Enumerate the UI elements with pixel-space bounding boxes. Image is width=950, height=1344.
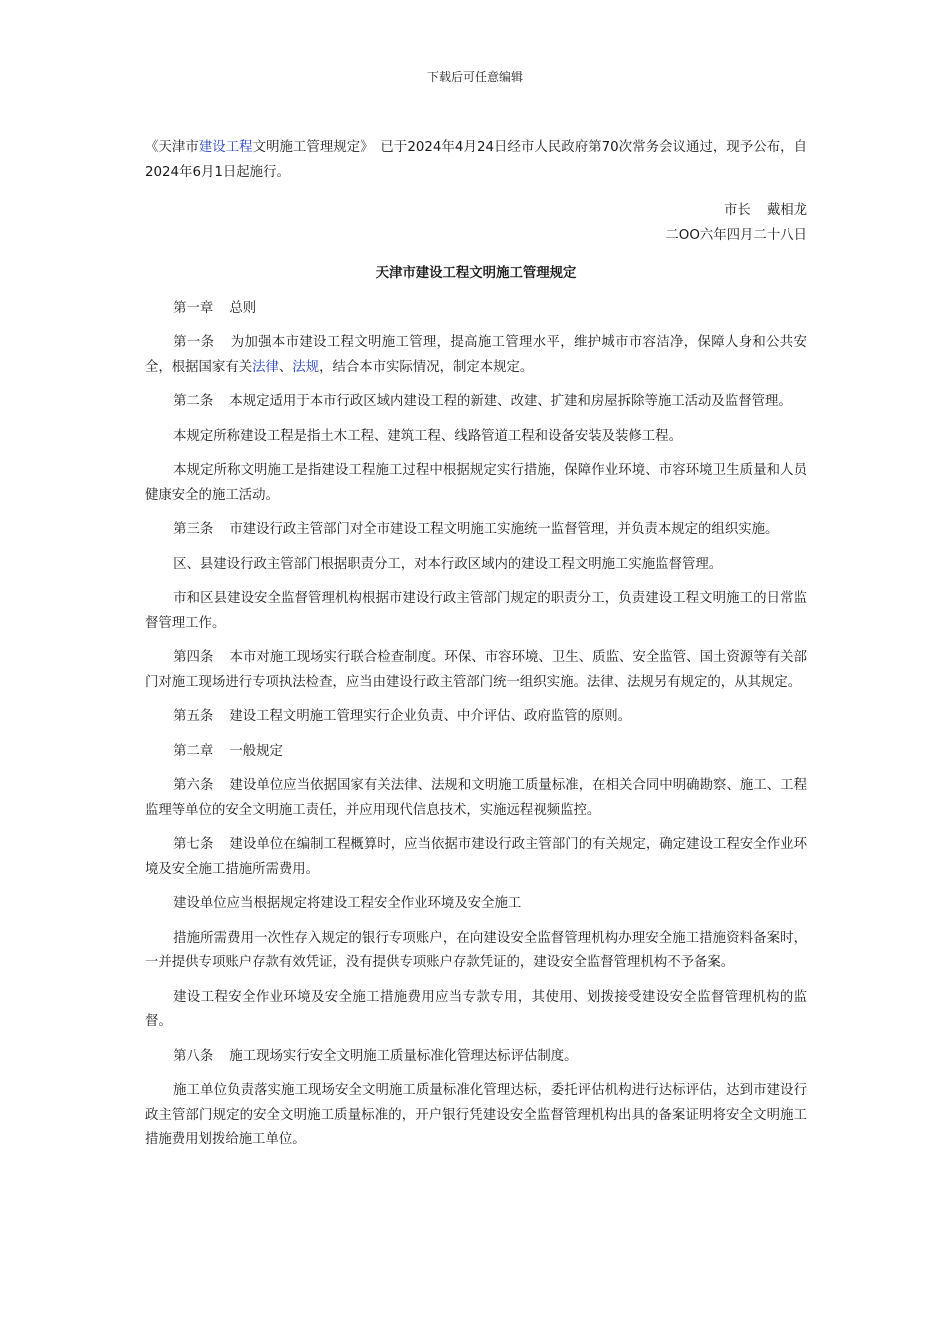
article-4-number: 第四条 [173,650,214,665]
article-2-number: 第二条 [173,394,214,409]
chapter-2-number: 第二章 [173,743,214,759]
signature-line [145,199,807,224]
fee-paragraph-1: 建设单位应当根据规定将建设工程安全作业环境及安全施工 [173,896,522,911]
preamble-text-end: 文明施工管理规定》 已于2024年4月24日经市人民政府第70次常务会议通过，现予公布，自2024年6月1日起施行。 [145,140,808,180]
signature-name: 戴相龙 [766,203,807,218]
article-4 [145,646,807,695]
construction-project-link[interactable]: 建设工程 [198,140,253,155]
document-body [145,136,807,1163]
fee-paragraph-2: 措施所需费用一次性存入规定的银行专项账户，在向建设安全监督管理机构办理安全施工措施资料备案时，一并提供专项账户存款有效凭证，没有提供专项账户存款凭证的，建设安全监督管理机构不予备案。 [145,930,807,970]
chapter-1-title: 总则 [229,300,257,316]
article-8-number: 第八条 [173,1048,214,1064]
district-paragraph: 区、县建设行政主管部门根据职责分工，对本行政区域内的建设工程文明施工实施监督管理。 [173,556,723,572]
article-1-separator: 、 [278,359,293,375]
header-note: 下载后可任意编辑 [426,70,523,84]
article-8-text: 施工现场实行安全文明施工质量标准化管理达标评估制度。 [229,1048,578,1064]
article-5-number: 第五条 [173,709,214,724]
evaluation-paragraph: 施工单位负责落实施工现场安全文明施工质量标准化管理达标，委托评估机构进行达标评估，达到市建设行政主管部门规定的安全文明施工质量标准的，开户银行凭建设安全监督管理机构出具的备案证明将安全文明施工措施费用划拨给施工单位。 [145,1083,807,1147]
agency-paragraph: 市和区县建设安全监督管理机构根据市建设行政主管部门规定的职责分工，负责建设工程文明施工的日常监督管理工作。 [145,591,807,631]
chapter-2-heading [145,740,807,765]
law-link[interactable]: 法律 [252,359,279,375]
article-1-text-start: 为加强本市建设工程文明施工管理，提高施工管理水平，维护城市市容洁净，保障人身和公共安全，根据国家有关 [145,335,807,375]
article-5 [145,705,807,730]
article-8 [145,1045,807,1070]
signature-date: 二OO六年四月二十八日 [665,227,807,243]
document-title: 天津市建设工程文明施工管理规定 [375,266,577,281]
regulation-link[interactable]: 法规 [292,359,320,375]
article-3-text: 市建设行政主管部门对全市建设工程文明施工实施统一监督管理，并负责本规定的组织实施。 [229,522,779,537]
article-1-text-end: ，结合本市实际情况，制定本规定。 [319,359,534,375]
article-2 [145,390,807,415]
chapter-2-title: 一般规定 [229,743,283,759]
civil-construction-paragraph: 本规定所称文明施工是指建设工程施工过程中根据规定实行措施，保障作业环境、市容环境卫生质量和人员健康安全的施工活动。 [145,463,807,503]
preamble-paragraph [145,136,807,185]
article-7-number: 第七条 [173,837,214,852]
article-3 [145,518,807,543]
preamble-text-start: 《天津市 [145,140,199,155]
article-2-text: 本规定适用于本市行政区域内建设工程的新建、改建、扩建和房屋拆除等施工活动及监督管理。 [229,394,792,409]
article-1-number: 第一条 [173,335,215,350]
article-6-text: 建设单位应当依据国家有关法律、法规和文明施工质量标准，在相关合同中明确勘察、施工、工程监理等单位的安全文明施工责任，并应用现代信息技术，实施远程视频监控。 [145,778,808,818]
article-4-text: 本市对施工现场实行联合检查制度。环保、市容环境、卫生、质监、安全监管、国土资源等有关部门对施工现场进行专项执法检查，应当由建设行政主管部门统一组织实施。法律、法规另有规定的，从其规定。 [145,650,808,690]
article-6 [145,774,807,823]
article-5-text: 建设工程文明施工管理实行企业负责、中介评估、政府监管的原则。 [229,709,632,724]
article-1 [145,331,807,380]
fee-paragraph-3: 建设工程安全作业环境及安全施工措施费用应当专款专用，其使用、划拨接受建设安全监督管理机构的监督。 [145,989,807,1029]
chapter-1-heading [145,297,807,322]
article-3-number: 第三条 [173,522,214,537]
article-6-number: 第六条 [173,778,214,793]
chapter-1-number: 第一章 [173,300,214,316]
scope-paragraph: 本规定所称建设工程是指土木工程、建筑工程、线路管道工程和设备安装及装修工程。 [173,428,682,444]
signature-role: 市长 [723,203,751,218]
article-7 [145,833,807,882]
article-7-text: 建设单位在编制工程概算时，应当依据市建设行政主管部门的有关规定，确定建设工程安全作业环境及安全施工措施所需费用。 [145,837,808,877]
